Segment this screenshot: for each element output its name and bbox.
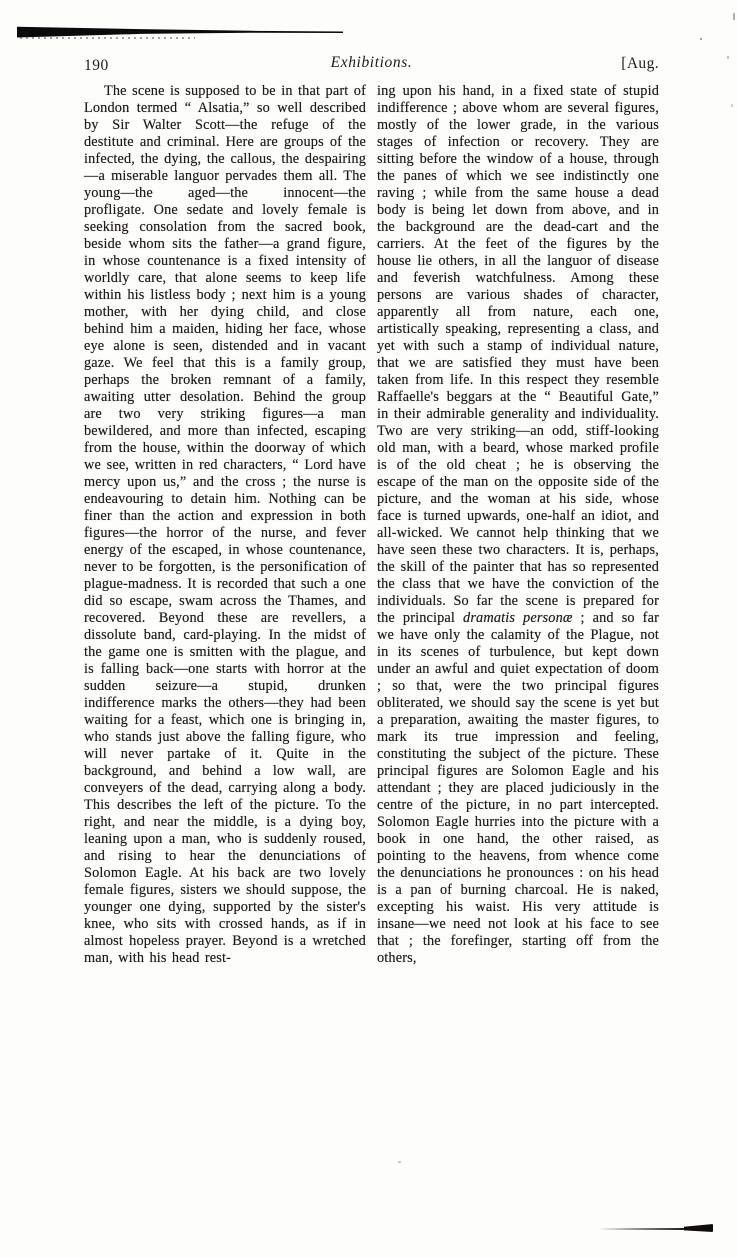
running-title: Exhibitions. xyxy=(330,54,413,71)
right-column-text xyxy=(377,83,659,967)
scan-artifact-bottom-blob xyxy=(684,1224,713,1232)
scan-speck xyxy=(727,56,729,59)
left-column xyxy=(84,83,366,967)
right-column-text-part1: ing upon his hand, in a fixed state of stupid indifference ; above whom are several figures, mostly of the lower grade, in the various stages of infection or recovery. They are sitting before the window of a house, through the panes of which we see indistinctly one raving ; while from the same house a dead body is being let down from above, and in the background are the dead-cart and the carriers. At the feet of the figures by the house lie others, in all the languor of disease and feverish watchfulness. Among these persons are various shades of character, apparently all from nature, each one, artistically speaking, representing a class, and yet with such a stamp of individual nature, that we are satisfied they must have been taken from life. In this respect they resemble Raffaelle's beggars at the “ Beautiful Gate,” in their admirable generality and individuality. Two are very striking—an odd, stiff-looking old man, with a beard, whose marked profile is of the old cheat ; he is observing the escape of the man on the opposite side of the picture, and the woman at his side, whose face is turned upwards, one-half an idiot, and all-wicked. We cannot help thinking that we have seen these two characters. It is, perhaps, the skill of the painter that has so represented the class that we have the conviction of the individuals. So far the scene is prepared for the principal xyxy=(377,83,659,626)
dramatis-personae-italic: dramatis personæ xyxy=(463,610,573,626)
right-column xyxy=(377,83,659,967)
page-number: 190 xyxy=(84,57,109,74)
scan-speck xyxy=(733,13,735,20)
scan-speck xyxy=(731,104,733,107)
issue-date-label: [Aug. xyxy=(621,55,659,72)
running-head xyxy=(84,54,659,76)
scan-speck xyxy=(700,38,702,40)
left-column-text: The scene is supposed to be in that part of London termed “ Alsatia,” so well described by Sir Walter Scott—the refuge of the destitute and criminal. Here are groups of the infected, the dying, the callous, the despairing—a miserable languor pervades them all. The young—the aged—the innocent—the profligate. One sedate and lovely female is seeking consolation from the sacred book, beside whom sits the father—a grand figure, in whose countenance is a fixed intensity of worldly care, that alone seems to keep life within his listless body ; next him is a young mother, with her dying child, and close behind him a maiden, hiding her face, whose eye alone is seen, distended and in vacant gaze. We feel that this is a family group, perhaps the broken remnant of a family, awaiting utter desolation. Behind the group are two very striking figures—a man bewildered, and more than infected, escaping from the house, within the doorway of which we see, written in red characters, “ Lord have mercy upon us,” and the cross ; the nurse is endeavouring to detain him. Nothing can be finer than the action and expression in both figures—the horror of the nurse, and fever energy of the escaped, in whose countenance, never to be forgotten, is the personification of plague-madness. It is recorded that such a one did so escape, swam across the Thames, and recovered. Beyond these are revellers, a dissolute band, card-playing. In the midst of the game one is smitten with the plague, and is falling back—one starts with horror at the sudden seizure—a stupid, drunken indifference marks the others—they had been waiting for a feast, which one is bringing in, who stands just above the falling figure, who will never partake of it. Quite in the background, and behind a low wall, are conveyers of the dead, carrying along a body. This describes the left of the picture. To the right, and near the middle, is a dying boy, leaning upon a man, who is suddenly roused, and rising to hear the denunciations of Solomon Eagle. At his back are two lovely female figures, sisters we should suppose, the younger one dying, supported by the sister's knee, who sits with crossed hands, as if in almost hopeless prayer. Beyond is a wretched man, with his head rest- xyxy=(84,83,366,966)
text-columns xyxy=(84,83,659,967)
scan-artifact-top-speckle xyxy=(20,37,195,39)
scan-speck xyxy=(398,1161,401,1163)
scan-artifact-bottom-line xyxy=(598,1228,686,1230)
right-column-text-part2: ; and so far we have only the calamity of the Plague, not in its scenes of turbulence, but kept down under an awful and quiet expectation of doom ; so that, were the two principal figures obliterated, we should say the scene is yet but a preparation, awaiting the master figures, to mark its true impression and feeling, constituting the subject of the picture. These principal figures are Solomon Eagle and his attendant ; they are placed judiciously in the centre of the picture, in no part intercepted. Solomon Eagle hurries into the picture with a book in one hand, the other raised, as pointing to the heavens, from whence come the denunciations he pronounces : on his head is a pan of burning charcoal. He is naked, excepting his waist. His very attitude is insane—we need not look at his face to see that ; the forefinger, starting off from the others, xyxy=(377,610,660,966)
